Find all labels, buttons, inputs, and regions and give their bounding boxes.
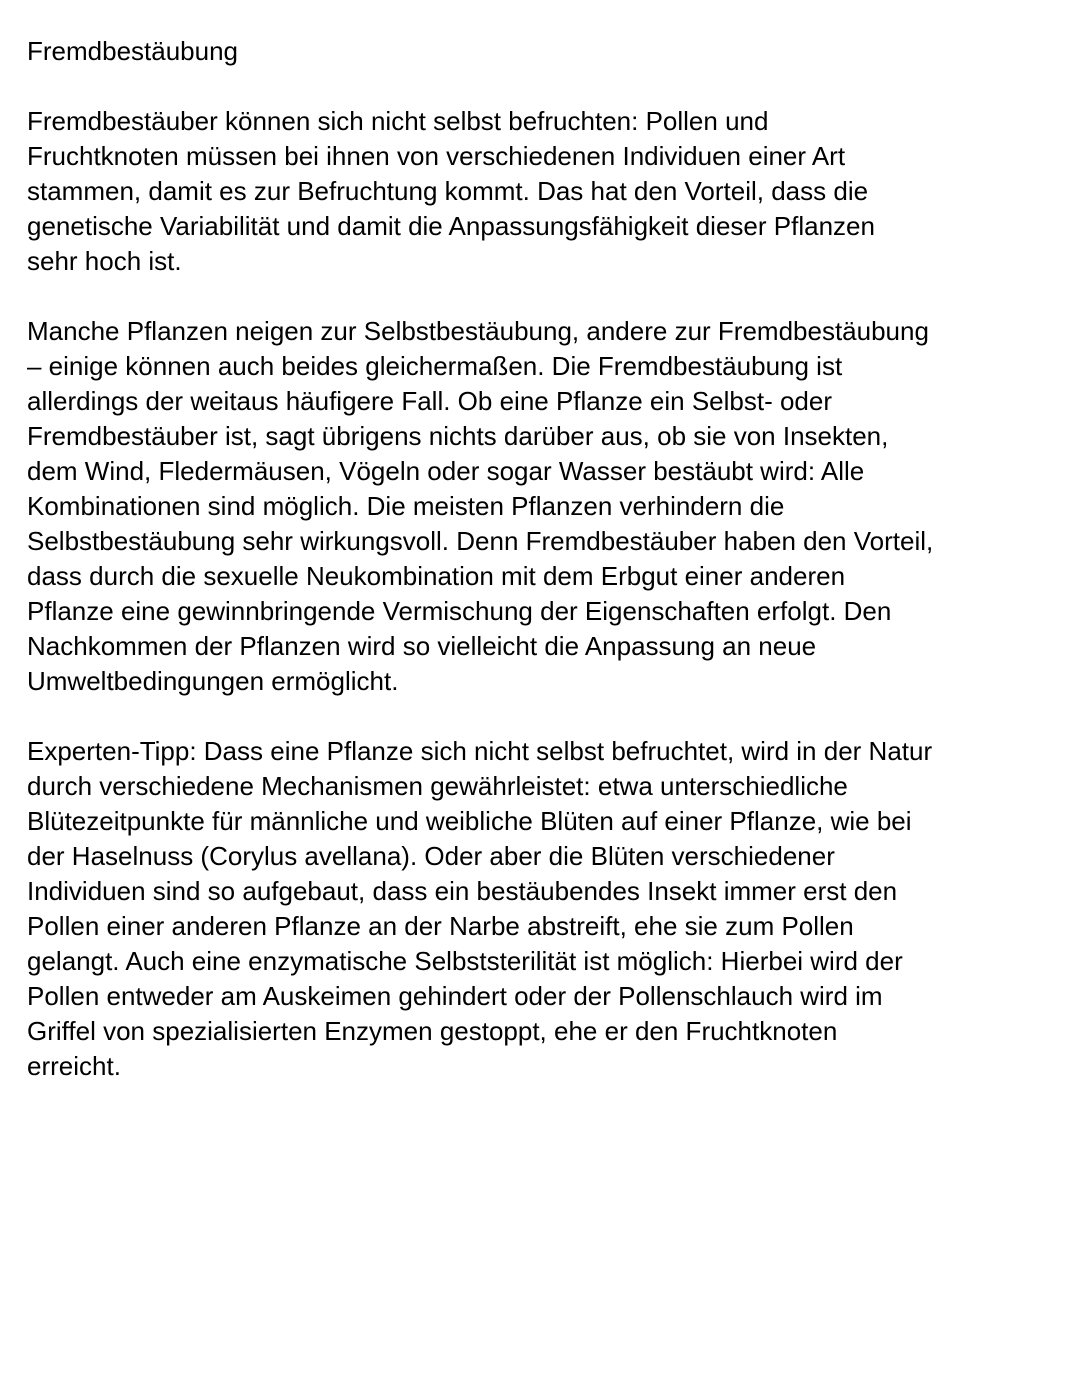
text-line: Kombinationen sind möglich. Die meisten Pflanzen verhindern die — [27, 491, 785, 521]
text-line: Manche Pflanzen neigen zur Selbstbestäubung, andere zur Fremdbestäubung — [27, 316, 929, 346]
text-line: gelangt. Auch eine enzymatische Selbststerilität ist möglich: Hierbei wird der — [27, 946, 903, 976]
paragraph-comparison — [27, 314, 1057, 699]
text-line: genetische Variabilität und damit die Anpassungsfähigkeit dieser Pflanzen — [27, 211, 875, 241]
text-line: allerdings der weitaus häufigere Fall. Ob eine Pflanze ein Selbst- oder — [27, 386, 833, 416]
text-line: erreicht. — [27, 1051, 121, 1081]
text-line: Individuen sind so aufgebaut, dass ein bestäubendes Insekt immer erst den — [27, 876, 898, 906]
paragraph-expert-tip — [27, 734, 1057, 1084]
text-line: dem Wind, Fledermäusen, Vögeln oder sogar Wasser bestäubt wird: Alle — [27, 456, 865, 486]
text-line: Fremdbestäuber können sich nicht selbst befruchten: Pollen und — [27, 106, 769, 136]
text-line: Fremdbestäuber ist, sagt übrigens nichts darüber aus, ob sie von Insekten, — [27, 421, 889, 451]
text-line: dass durch die sexuelle Neukombination mit dem Erbgut einer anderen — [27, 561, 846, 591]
text-line: Blütezeitpunkte für männliche und weibliche Blüten auf einer Pflanze, wie bei — [27, 806, 912, 836]
text-line: Nachkommen der Pflanzen wird so vielleicht die Anpassung an neue — [27, 631, 817, 661]
text-line: durch verschiedene Mechanismen gewährleistet: etwa unterschiedliche — [27, 771, 848, 801]
document-title: Fremdbestäubung — [27, 36, 239, 66]
document-page — [27, 34, 1057, 1119]
text-line: stammen, damit es zur Befruchtung kommt. Das hat den Vorteil, dass die — [27, 176, 869, 206]
text-line: Pflanze eine gewinnbringende Vermischung der Eigenschaften erfolgt. Den — [27, 596, 892, 626]
text-line: Selbstbestäubung sehr wirkungsvoll. Denn Fremdbestäuber haben den Vorteil, — [27, 526, 934, 556]
text-line: Experten-Tipp: Dass eine Pflanze sich nicht selbst befruchtet, wird in der Natur — [27, 736, 933, 766]
text-line: der Haselnuss (Corylus avellana). Oder aber die Blüten verschiedener — [27, 841, 835, 871]
text-line: Griffel von spezialisierten Enzymen gestoppt, ehe er den Fruchtknoten — [27, 1016, 838, 1046]
text-line: Umweltbedingungen ermöglicht. — [27, 666, 399, 696]
text-line: Pollen einer anderen Pflanze an der Narbe abstreift, ehe sie zum Pollen — [27, 911, 854, 941]
text-line: Pollen entweder am Auskeimen gehindert oder der Pollenschlauch wird im — [27, 981, 883, 1011]
text-line: sehr hoch ist. — [27, 246, 182, 276]
text-line: – einige können auch beides gleichermaßen. Die Fremdbestäubung ist — [27, 351, 843, 381]
paragraph-definition — [27, 104, 1057, 279]
text-line: Fruchtknoten müssen bei ihnen von verschiedenen Individuen einer Art — [27, 141, 846, 171]
